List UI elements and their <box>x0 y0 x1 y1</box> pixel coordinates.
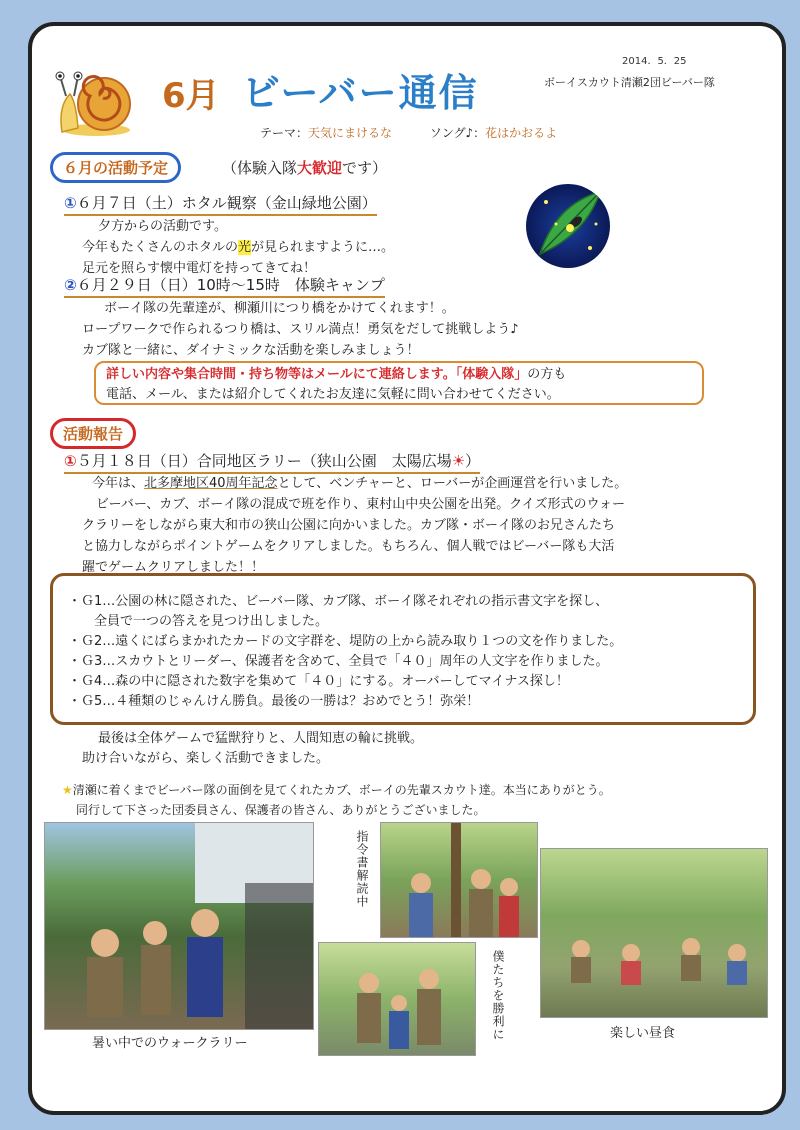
newsletter-title: ビーバー通信 <box>242 71 479 115</box>
song-label: ソング♪： <box>429 126 486 140</box>
firefly-illustration <box>526 184 610 268</box>
star-icon: ★ <box>62 783 73 797</box>
games-list <box>68 592 622 712</box>
schedule-item-2-line-2: ロープワークで作られるつり橋は、スリル満点！勇気をだして挑戦しよう♪ <box>82 322 519 337</box>
report-item-1-title: ①５月１８日（日）合同地区ラリー（狭山公園 太陽広場☀） <box>64 450 480 474</box>
game-item: ・Ｇ2…遠くにばらまかれたカードの文字群を、堤防の上から読み取り１つの文を作りました。 <box>68 634 623 649</box>
snail-mascot-icon <box>52 66 132 138</box>
schedule-item-2-title: ②６月２９日（日）10時～15時 体験キャンプ <box>64 274 385 298</box>
contact-notice-box: 詳しい内容や集合時間・持ち物等はメールにて連絡します。「体験入隊」の方も 電話、メール、または紹介してくれたお友達に気軽に問い合わせてください。 <box>94 361 704 405</box>
welcome-emphasis: 大歓迎 <box>297 159 343 177</box>
schedule-heading: ６月の活動予定 <box>50 152 181 183</box>
theme-value: 天気にまけるな <box>308 126 393 140</box>
game-item: ・Ｇ3…スカウトとリーダー、保護者を含めて、全員で「４０」周年の人文字を作りました。 <box>68 654 609 669</box>
theme-line <box>260 124 557 141</box>
closing-line-2: 助け合いながら、楽しく活動できました。 <box>82 751 330 766</box>
song-value: 花はかおるよ <box>485 126 558 140</box>
schedule-item-1-title: ①６月７日（土）ホタル観察（金山緑地公園） <box>64 192 377 216</box>
report-line-3: クラリーをしながら東大和市の狭山公園に向かいました。カブ隊・ボーイ隊のお兄さんたち <box>82 518 616 533</box>
photo-victory <box>318 942 476 1056</box>
schedule-item-1-line-2: 今年もたくさんのホタルの光が見られますように…。 <box>82 240 395 255</box>
issue-date: 2014．5．25 <box>622 56 687 67</box>
schedule-item-1-line-3: 足元を照らす懐中電灯を持ってきてね！ <box>82 261 317 276</box>
schedule-item-2-line-3: カブ隊と一緒に、ダイナミックな活動を楽しみましょう！ <box>82 343 420 358</box>
thanks-line-2: 同行して下さった団委員さん、保護者の皆さん、ありがとうございました。 <box>76 803 486 817</box>
thanks-line-1: ★清瀬に着くまでビーバー隊の面倒を見てくれたカブ、ボーイの先輩スカウト達。本当にありがとう。 <box>62 783 611 797</box>
notice-line-2: 電話、メール、または紹介してくれたお友達に気軽に問い合わせてください。 <box>106 387 560 402</box>
closing-line-1: 最後は全体ゲームで猛獣狩りと、人間知恵の輪に挑戦。 <box>98 731 424 746</box>
photo-decoding <box>380 822 538 938</box>
title-month: 6月 <box>162 76 220 116</box>
schedule-item-1-line-1: 夕方からの活動です。 <box>98 219 227 234</box>
photo-lunch <box>540 848 768 1018</box>
report-line-2: ビーバー、カブ、ボーイ隊の混成で班を作り、東村山中央公園を出発。クイズ形式のウォー <box>96 497 625 512</box>
game-item: ・Ｇ5…４種類のじゃんけん勝負。最後の一勝は？おめでとう！弥栄！ <box>68 694 480 709</box>
caption-victory: 僕たちを勝利に <box>491 950 505 1041</box>
report-line-5: 躍でゲームクリアしました！！ <box>82 560 265 575</box>
caption-walk-rally: 暑い中でのウォークラリー <box>92 1036 248 1051</box>
caption-decoding: 指令書解読中 <box>355 830 369 908</box>
game-item: ・Ｇ1…公園の林に隠された、ビーバー隊、カブ隊、ボーイ隊それぞれの指示書文字を探し、 <box>68 594 609 609</box>
report-line-4: と協力しながらポイントゲームをクリアしました。もちろん、個人戦ではビーバー隊も大活 <box>82 539 615 554</box>
game-item: ・Ｇ4…森の中に隠された数字を集めて「４０」にする。オーバーしてマイナス探し！ <box>68 674 569 689</box>
schedule-note: （体験入隊大歓迎です） <box>222 159 388 177</box>
notice-emphasis: 詳しい内容や集合時間・持ち物等はメールにて連絡します。「体験入隊」 <box>106 367 528 382</box>
report-heading: 活動報告 <box>50 418 136 449</box>
theme-label: テーマ： <box>260 126 309 140</box>
caption-lunch: 楽しい昼食 <box>610 1026 676 1041</box>
sun-icon: ☀ <box>451 452 466 470</box>
firefly-icon <box>526 184 610 268</box>
schedule-item-2-line-1: ボーイ隊の先輩達が、柳瀬川につり橋をかけてくれます！。 <box>104 301 455 316</box>
newsletter-page <box>28 22 786 1115</box>
troop-name: ボーイスカウト清瀬2団ビーバー隊 <box>544 76 715 89</box>
photo-walk-rally <box>44 822 314 1030</box>
report-line-1: 今年は、北多摩地区40周年記念として、ベンチャーと、ローバーが企画運営を行いました。 <box>92 476 628 491</box>
game-item: 全員で一つの答えを見つけ出しました。 <box>68 614 329 629</box>
